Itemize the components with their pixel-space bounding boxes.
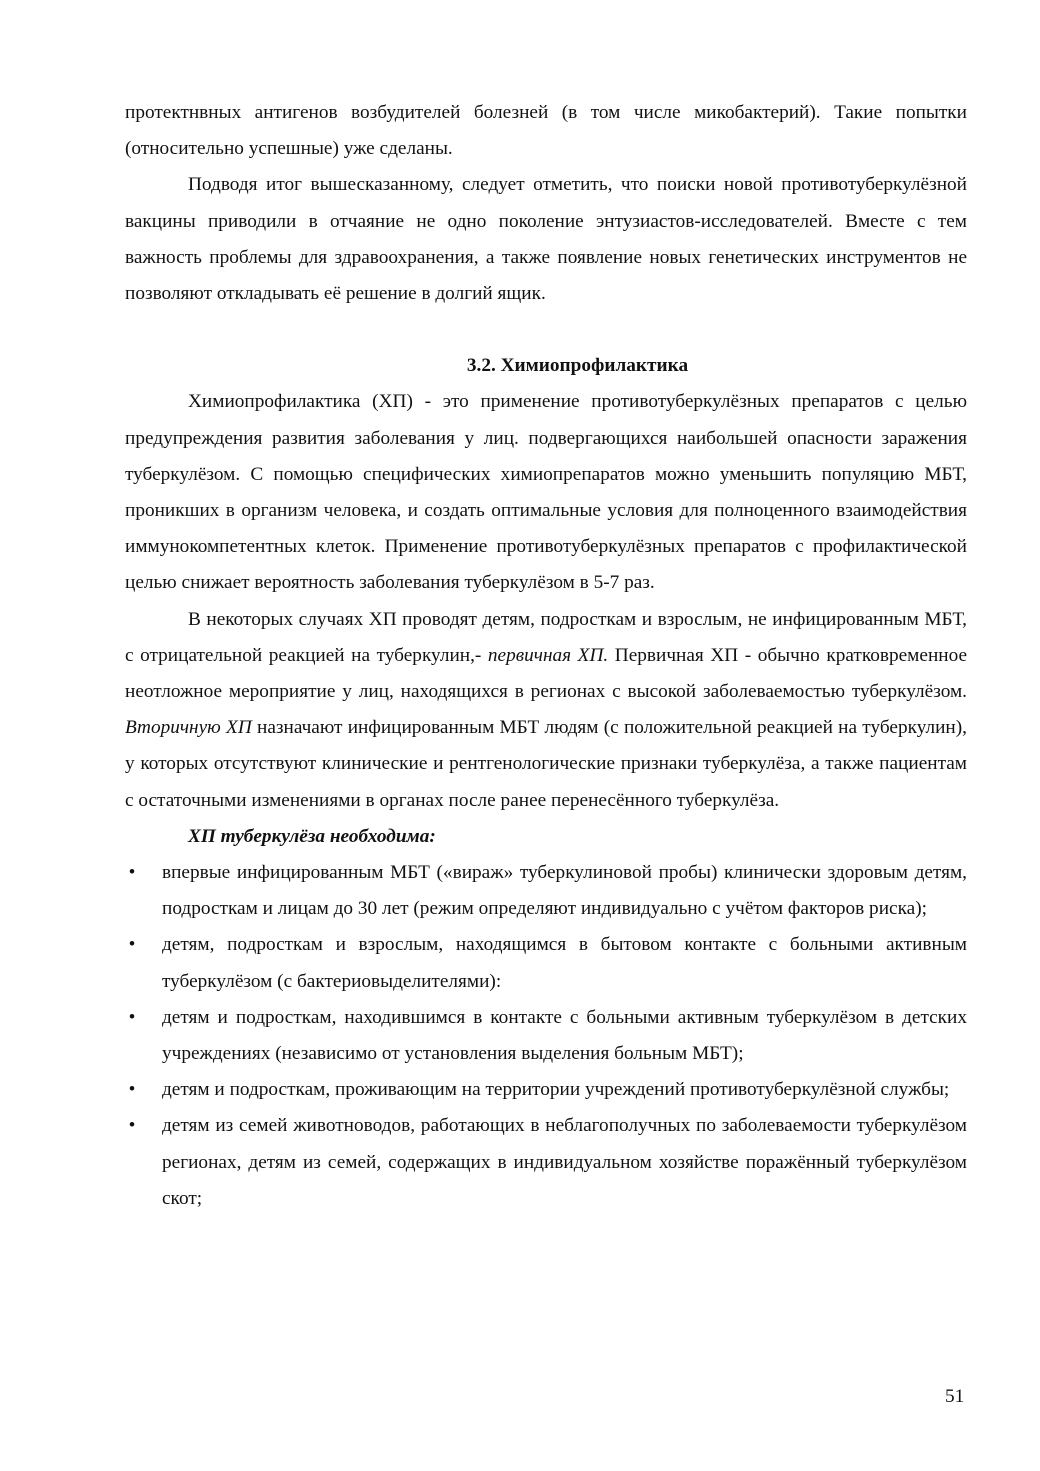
emphasis-secondary-hp: Вторичную ХП	[125, 717, 252, 739]
paragraph-text: Первичная ХП - обычно кратковременное неотложное мероприятие у лиц, находящихся в регионах с высокой заболеваемостью туберкулёзом.	[125, 644, 968, 703]
list-item-text: детям и подросткам, находившимся в контакте с больными активным туберкулёзом в детских учреждениях (независимо от установления выделения больным МБТ);	[162, 1006, 967, 1065]
page-number: 51	[945, 1386, 965, 1407]
list-item-text: впервые инфицированным МБТ («вираж» туберкулиновой пробы) клинически здоровым детям, подросткам и лицам до 30 лет (режим определяют индивидуально с учётом факторов риска);	[162, 862, 967, 920]
indications-list	[125, 855, 967, 1217]
section-paragraph-2	[125, 602, 967, 819]
bullet-icon: •	[128, 934, 136, 956]
list-item	[125, 927, 967, 999]
list-item	[125, 855, 967, 927]
bullet-icon: •	[128, 1079, 136, 1101]
list-subheading: ХП туберкулёза необходима:	[188, 825, 436, 847]
bullet-icon: •	[128, 862, 136, 884]
emphasis-primary-hp: первичная ХП.	[487, 644, 609, 666]
bullet-icon: •	[128, 1006, 136, 1028]
list-item-text: детям и подросткам, проживающим на территории учреждений противотуберкулёзной службы;	[162, 1079, 950, 1101]
section-heading: 3.2. Химиопрофилактика	[466, 355, 689, 377]
intro-paragraph-1: протектнвных антигенов возбудителей болезней (в том числе микобактерий). Такие попытки (относительно успешные) уже сделаны.	[125, 102, 967, 160]
section-paragraph-1: Химиопрофилактика (ХП) - это применение противотуберкулёзных препаратов с целью предупреждения развития заболевания у лиц. подвергающихся наибольшей опасности заражения туберкулёзом. С помощью специфических химиопрепаратов можно уменьшить популяцию МБТ, проникших в организм человека, и создать оптимальные условия для полноценного взаимодействия иммунокомпетентных клеток. Применение противотуберкулёзных препаратов с профилактической целью снижает вероятность заболевания туберкулёзом в 5-7 раз.	[125, 391, 967, 594]
list-item	[125, 1072, 967, 1108]
intro-paragraph-2: Подводя итог вышесказанному, следует отметить, что поиски новой противотуберкулёзной вакцины приводили в отчаяние не одно поколение энтузиастов-исследователей. Вместе с тем важность проблемы для здравоохранения, а также появление новых генетических инструментов не позволяют откладывать её решение в долгий ящик.	[125, 174, 967, 305]
page-body	[125, 95, 967, 1217]
list-item-text: детям, подросткам и взрослым, находящимся в бытовом контакте с больными активным туберкулёзом (с бактериовыделителями):	[162, 934, 967, 992]
paragraph-text: назначают инфицированным МБТ людям (с положительной реакцией на туберкулин), у которых отсутствуют клинические и рентгенологические признаки туберкулёза, а также пациентам с остаточными изменениями в органах после ранее перенесённого туберкулёза.	[125, 717, 967, 811]
list-item-text: детям из семей животноводов, работающих в неблагополучных по заболеваемости туберкулёзом регионах, детям из семей, содержащих в индивидуальном хозяйстве поражённый туберкулёзом скот;	[162, 1115, 967, 1209]
list-item	[125, 1000, 967, 1072]
list-item	[125, 1108, 967, 1217]
paragraph-text: В некоторых случаях ХП проводят детям, подросткам и взрослым, не инфицированным МБТ, с отрицательной реакцией на туберкулин,-	[125, 608, 967, 666]
bullet-icon: •	[128, 1115, 136, 1137]
